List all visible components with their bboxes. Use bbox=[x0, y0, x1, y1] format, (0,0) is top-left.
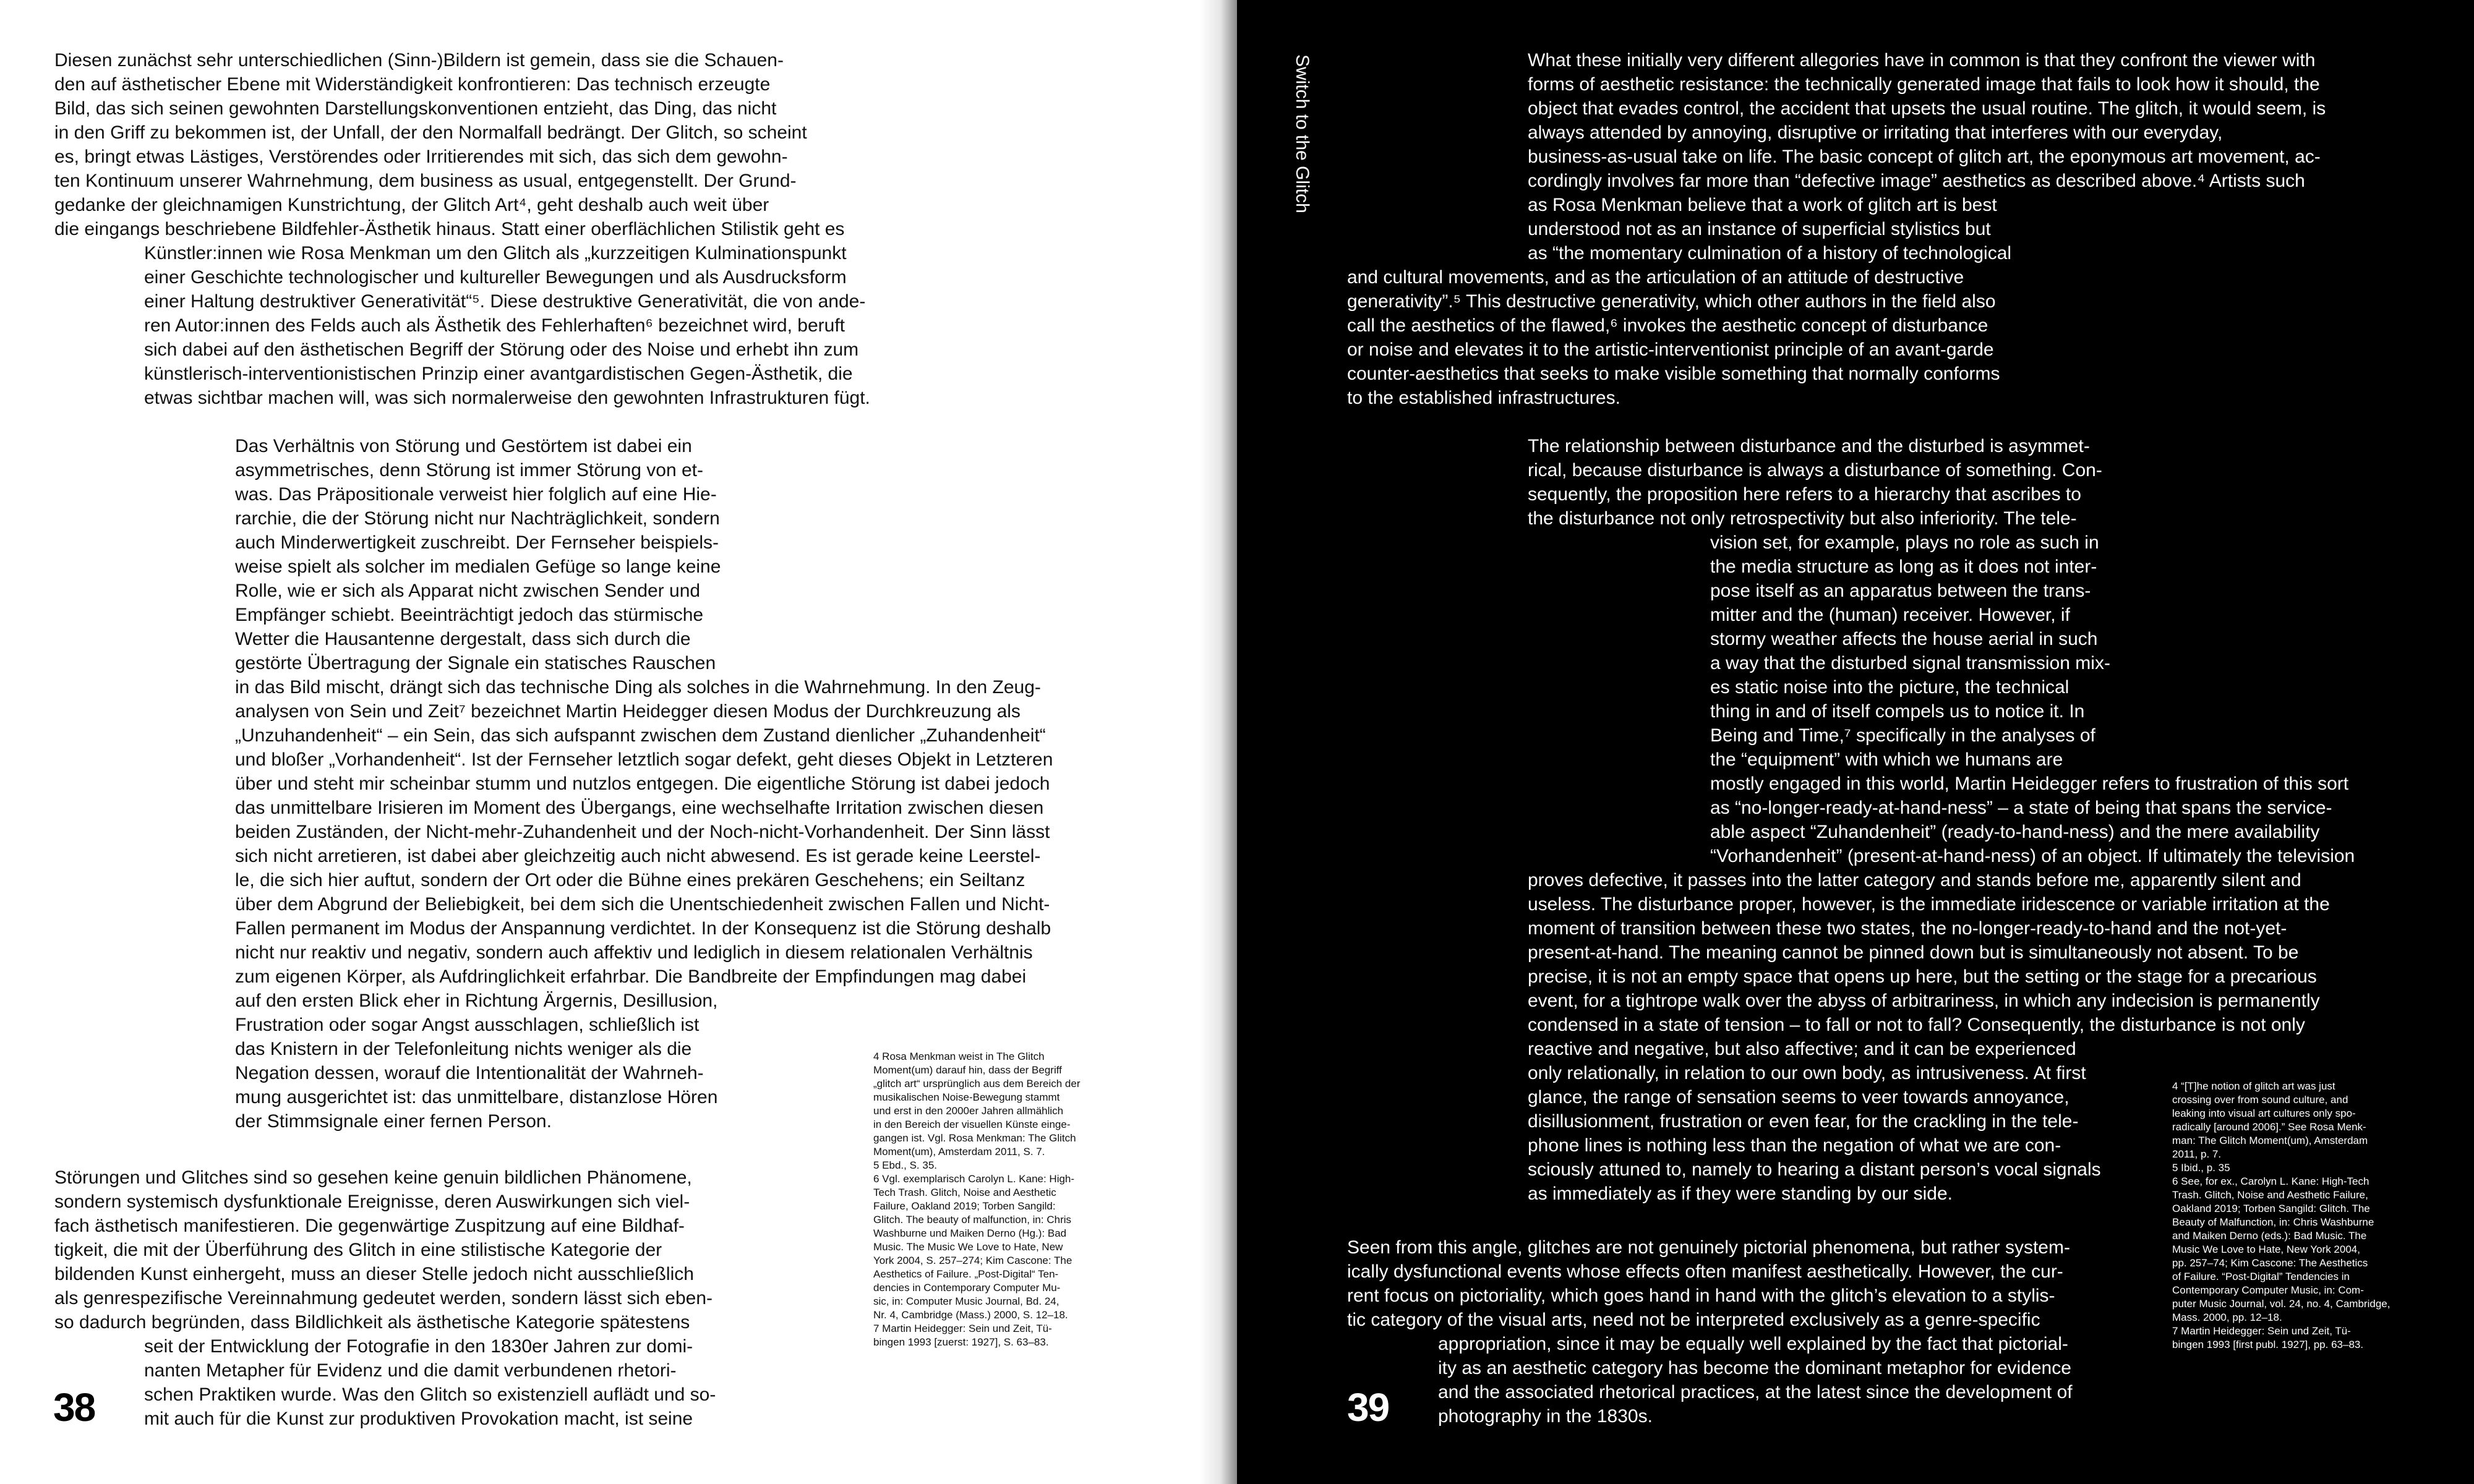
text-line: der Stimmsignale einer fernen Person. bbox=[235, 1111, 552, 1132]
text-line: 5 Ibid., p. 35 bbox=[2172, 1162, 2230, 1174]
text-line: Music. The Music We Love to Hate, New bbox=[873, 1241, 1063, 1253]
text-line: Störungen und Glitches sind so gesehen keine genuin bildlichen Phänomene, bbox=[54, 1167, 692, 1188]
text-line: „glitch art“ ursprünglich aus dem Bereich der bbox=[873, 1078, 1081, 1090]
text-line: stormy weather affects the house aerial in such bbox=[1710, 629, 2098, 649]
right-paragraph-3-indented bbox=[1438, 1332, 2148, 1428]
text-line: business-as-usual take on life. The basic concept of glitch art, the eponymous art movement, ac- bbox=[1528, 147, 2321, 167]
text-line: dencies in Contemporary Computer Mu- bbox=[873, 1282, 1061, 1294]
text-line: vision set, for example, plays no role as such in bbox=[1710, 532, 2099, 553]
text-line: fach ästhetisch manifestieren. Die gegenwärtige Zuspitzung auf eine Bildhaf- bbox=[54, 1216, 685, 1236]
text-line: counter-aesthetics that seeks to make visible something that normally conforms bbox=[1347, 364, 2000, 384]
text-line: Moment(um), Amsterdam 2011, S. 7. bbox=[873, 1146, 1045, 1158]
text-line: 6 See, for ex., Carolyn L. Kane: High-Tech bbox=[2172, 1175, 2369, 1187]
text-line: event, for a tightrope walk over the abyss of arbitrariness, in which any indecision is permanently bbox=[1528, 991, 2320, 1011]
text-line: die eingangs beschriebene Bildfehler-Ästhetik hinaus. Statt einer oberflächlichen Stilistik geht es bbox=[54, 219, 845, 239]
text-line: rical, because disturbance is always a disturbance of something. Con- bbox=[1528, 460, 2102, 480]
text-line: rarchie, die der Störung nicht nur Nachträglichkeit, sondern bbox=[235, 508, 720, 529]
text-line: Fallen permanent im Modus der Anspannung verdichtet. In der Konsequenz ist die Störung deshalb bbox=[235, 918, 1051, 939]
text-line: thing in and of itself compels us to notice it. In bbox=[1710, 701, 2085, 722]
text-line: tic category of the visual arts, need not be interpreted exclusively as a genre-specific bbox=[1347, 1310, 2040, 1330]
text-line: to the established infrastructures. bbox=[1347, 388, 1620, 408]
text-line: tigkeit, die mit der Überführung des Glitch in eine stilistische Kategorie der bbox=[54, 1240, 662, 1260]
text-line: ren Autor:innen des Felds auch als Ästhetik des Fehlerhaften⁶ bezeichnet wird, beruft bbox=[144, 315, 845, 336]
text-line: Washburne und Maiken Derno (Hg.): Bad bbox=[873, 1227, 1067, 1239]
text-line: ity as an aesthetic category has become the dominant metaphor for evidence bbox=[1438, 1358, 2071, 1378]
text-line: useless. The disturbance proper, however, is the immediate iridescence or variable irritation at the bbox=[1528, 894, 2330, 915]
text-line: Glitch. The beauty of malfunction, in: Chris bbox=[873, 1214, 1072, 1226]
text-line: Oakland 2019; Torben Sangild: Glitch. The bbox=[2172, 1203, 2370, 1214]
text-line: Mass. 2000, pp. 12–18. bbox=[2172, 1311, 2282, 1323]
text-line: gedanke der gleichnamigen Kunstrichtung, der Glitch Art⁴, geht deshalb auch weit über bbox=[54, 195, 769, 215]
text-line: so dadurch begründen, dass Bildlichkeit als ästhetische Kategorie spätestens bbox=[54, 1312, 690, 1333]
text-line: „Unzuhandenheit“ – ein Sein, das sich aufspannt zwischen dem Zustand dienlicher „Zuhandenheit“ bbox=[235, 725, 1046, 746]
left-paragraph-2-end bbox=[235, 1013, 764, 1133]
text-line: Trash. Glitch, Noise and Aesthetic Failure, bbox=[2172, 1189, 2368, 1201]
text-line: The relationship between disturbance and the disturbed is asymmet- bbox=[1528, 436, 2090, 456]
left-paragraph-1-indented bbox=[144, 241, 952, 410]
text-line: bingen 1993 [first publ. 1927], pp. 63–83. bbox=[2172, 1339, 2364, 1350]
text-line: 2011, p. 7. bbox=[2172, 1148, 2222, 1160]
text-line: call the aesthetics of the flawed,⁶ invokes the aesthetic concept of disturbance bbox=[1347, 315, 1988, 336]
text-line: musikalischen Noise-Bewegung stammt bbox=[873, 1091, 1060, 1103]
text-line: was. Das Präpositionale verweist hier folglich auf eine Hie- bbox=[235, 484, 717, 505]
text-line: the “equipment” with which we humans are bbox=[1710, 749, 2063, 770]
text-line: Frustration oder sogar Angst ausschlagen, schließlich ist bbox=[235, 1015, 700, 1035]
left-page bbox=[0, 0, 1232, 1484]
text-line: as Rosa Menkman believe that a work of glitch art is best bbox=[1528, 195, 1997, 215]
text-line: den auf ästhetischer Ebene mit Widerständigkeit konfrontieren: Das technisch erzeugte bbox=[54, 74, 771, 95]
text-line: 7 Martin Heidegger: Sein und Zeit, Tü- bbox=[2172, 1325, 2351, 1337]
text-line: photography in the 1830s. bbox=[1438, 1406, 1653, 1426]
text-line: glance, the range of sensation seems to veer towards annoyance, bbox=[1528, 1087, 2070, 1107]
text-line: 5 Ebd., S. 35. bbox=[873, 1159, 938, 1171]
text-line: Tech Trash. Glitch, Noise and Aesthetic bbox=[873, 1187, 1056, 1198]
text-line: Das Verhältnis von Störung und Gestörtem ist dabei ein bbox=[235, 436, 692, 456]
left-paragraph-1 bbox=[54, 48, 854, 241]
text-line: zum eigenen Körper, als Aufdringlichkeit erfahrbar. Die Bandbreite der Empfindungen mag dabei bbox=[235, 966, 1027, 987]
running-head-text: Switch to the Glitch bbox=[1292, 54, 1312, 213]
text-line: appropriation, since it may be equally well explained by the fact that pictorial- bbox=[1438, 1334, 2068, 1354]
text-line: als genrespezifische Vereinnahmung gedeutet werden, sondern lässt sich eben- bbox=[54, 1288, 713, 1308]
text-line: und erst in den 2000er Jahren allmählich bbox=[873, 1105, 1064, 1117]
text-line: disillusionment, frustration or even fear, for the crackling in the tele- bbox=[1528, 1111, 2079, 1132]
text-line: analysen von Sein und Zeit⁷ bezeichnet Martin Heidegger diesen Modus der Durchkreuzung als bbox=[235, 701, 1021, 722]
text-line: in den Bereich der visuellen Künste einge- bbox=[873, 1119, 1071, 1130]
text-line: always attended by annoying, disruptive or irritating that interferes with our everyday, bbox=[1528, 122, 2223, 143]
text-line: moment of transition between these two states, the no-longer-ready-to-hand and the not-yet- bbox=[1528, 918, 2287, 939]
text-line: 4 “[T]he notion of glitch art was just bbox=[2172, 1080, 2335, 1092]
text-line: generativity”.⁵ This destructive generativity, which other authors in the field also bbox=[1347, 291, 1996, 312]
text-line: ically dysfunctional events whose effects often manifest aesthetically. However, the cur- bbox=[1347, 1261, 2063, 1282]
left-paragraph-2-wide bbox=[235, 675, 1132, 1013]
text-line: Bild, das sich seinen gewohnten Darstellungskonventionen entzieht, das Ding, das nicht bbox=[54, 98, 777, 119]
text-line: radically [around 2006].” See Rosa Menk- bbox=[2172, 1121, 2366, 1133]
text-line: Diesen zunächst sehr unterschiedlichen (Sinn-)Bildern ist gemein, dass sie die Schauen- bbox=[54, 50, 784, 70]
text-line: seit der Entwicklung der Fotografie in den 1830er Jahren zur domi- bbox=[144, 1336, 693, 1357]
text-line: sciously attuned to, namely to hearing a distant person’s vocal signals bbox=[1528, 1159, 2101, 1180]
text-line: gestörte Übertragung der Signale ein statisches Rauschen bbox=[235, 653, 716, 673]
text-line: einer Geschichte technologischer und kultureller Bewegungen und als Ausdrucksform bbox=[144, 267, 847, 288]
left-page-number: 38 bbox=[53, 1385, 95, 1430]
text-line: 7 Martin Heidegger: Sein und Zeit, Tü- bbox=[873, 1323, 1052, 1334]
text-line: sich nicht arretieren, ist dabei aber gleichzeitig auch nicht abwesend. Es ist gerade keine Leerstel- bbox=[235, 846, 1041, 866]
text-line: in das Bild mischt, drängt sich das technische Ding als solches in die Wahrnehmung. In den Zeug- bbox=[235, 677, 1041, 697]
text-line: und bloßer „Vorhandenheit“. Ist der Fernseher letztlich sogar defekt, geht dieses Objekt in Letzteren bbox=[235, 749, 1053, 770]
text-line: pose itself as an apparatus between the trans- bbox=[1710, 581, 2091, 601]
right-paragraph-1-outdented bbox=[1347, 265, 2053, 410]
text-line: es, bringt etwas Lästiges, Verstörendes oder Irritierendes mit sich, das sich dem gewohn- bbox=[54, 147, 788, 167]
text-line: the media structure as long as it does not inter- bbox=[1710, 556, 2097, 577]
text-line: sic, in: Computer Music Journal, Bd. 24, bbox=[873, 1295, 1059, 1307]
text-line: and Maiken Derno (eds.): Bad Music. The bbox=[2172, 1230, 2367, 1242]
left-paragraph-2-narrow bbox=[235, 434, 764, 675]
text-line: reactive and negative, but also affective; and it can be experienced bbox=[1528, 1039, 2076, 1059]
text-line: phone lines is nothing less than the negation of what we are con- bbox=[1528, 1135, 2061, 1156]
text-line: Failure, Oakland 2019; Torben Sangild: bbox=[873, 1200, 1056, 1212]
left-paragraph-3-indented bbox=[144, 1334, 766, 1431]
text-line: sich dabei auf den ästhetischen Begriff der Störung oder des Noise und erhebt ihn zum bbox=[144, 339, 859, 360]
text-line: “Vorhandenheit” (present-at-hand-ness) of an object. If ultimately the television bbox=[1710, 846, 2355, 866]
text-line: nanten Metapher für Evidenz und die damit verbundenen rhetori- bbox=[144, 1360, 677, 1381]
text-line: nicht nur reaktiv und negativ, sondern auch affektiv und lediglich in diesem relationalen Verhältnis bbox=[235, 942, 1033, 963]
text-line: in den Griff zu bekommen ist, der Unfall, der den Normalfall bedrängt. Der Glitch, so scheint bbox=[54, 122, 807, 143]
text-line: einer Haltung destruktiver Generativität“⁵. Diese destruktive Generativität, die von ande- bbox=[144, 291, 866, 312]
text-line: Beauty of Malfunction, in: Chris Washburne bbox=[2172, 1216, 2374, 1228]
text-line: man: The Glitch Moment(um), Amsterdam bbox=[2172, 1135, 2368, 1146]
text-line: a way that the disturbed signal transmission mix- bbox=[1710, 653, 2110, 673]
text-line: the disturbance not only retrospectivity but also inferiority. The tele- bbox=[1528, 508, 2077, 529]
text-line: Künstler:innen wie Rosa Menkman um den Glitch als „kurzzeitigen Kulminationspunkt bbox=[144, 243, 847, 263]
text-line: Empfänger schiebt. Beeinträchtigt jedoch das stürmische bbox=[235, 605, 704, 625]
text-line: sondern systemisch dysfunktionale Ereignisse, deren Auswirkungen sich viel- bbox=[54, 1192, 690, 1212]
text-line: le, die sich hier auftut, sondern der Ort oder die Bühne eines prekären Geschehens; ein Seiltanz bbox=[235, 870, 1025, 890]
text-line: object that evades control, the accident that upsets the usual routine. The glitch, it would seem, is bbox=[1528, 98, 2326, 119]
text-line: and the associated rhetorical practices, at the latest since the development of bbox=[1438, 1382, 2073, 1402]
text-line: Music We Love to Hate, New York 2004, bbox=[2172, 1243, 2360, 1255]
text-line: Nr. 4, Cambridge (Mass.) 2000, S. 12–18. bbox=[873, 1309, 1068, 1321]
text-line: mitter and the (human) receiver. However, if bbox=[1710, 605, 2070, 625]
text-line: Seen from this angle, glitches are not genuinely pictorial phenomena, but rather system- bbox=[1347, 1237, 2070, 1258]
right-page bbox=[1237, 0, 2474, 1484]
right-paragraph-2 bbox=[1528, 434, 2154, 531]
text-line: as “no-longer-ready-at-hand-ness” – a state of being that spans the service- bbox=[1710, 798, 2332, 818]
text-line: bingen 1993 [zuerst: 1927], S. 63–83. bbox=[873, 1336, 1049, 1348]
text-line: of Failure. “Post-Digital” Tendencies in bbox=[2172, 1271, 2350, 1282]
text-line: 6 Vgl. exemplarisch Carolyn L. Kane: High- bbox=[873, 1173, 1075, 1185]
text-line: as immediately as if they were standing by our side. bbox=[1528, 1183, 1953, 1204]
text-line: 4 Rosa Menkman weist in The Glitch bbox=[873, 1051, 1045, 1062]
right-page-number: 39 bbox=[1347, 1385, 1389, 1430]
text-line: Wetter die Hausantenne dergestalt, dass sich durch die bbox=[235, 629, 691, 649]
right-footnotes bbox=[2172, 1080, 2390, 1352]
text-line: bildenden Kunst einhergeht, muss an dieser Stelle jedoch nicht ausschließlich bbox=[54, 1264, 694, 1284]
text-line: precise, it is not an empty space that opens up here, but the setting or the stage for a precarious bbox=[1528, 966, 2317, 987]
text-line: Being and Time,⁷ specifically in the analyses of bbox=[1710, 725, 2095, 746]
text-line: able aspect “Zuhandenheit” (ready-to-hand-ness) and the mere availability bbox=[1710, 822, 2320, 842]
text-line: gangen ist. Vgl. Rosa Menkman: The Glitch bbox=[873, 1132, 1076, 1144]
text-line: das unmittelbare Irisieren im Moment des Übergangs, eine wechselhafte Irritation zwischen diesen bbox=[235, 798, 1044, 818]
left-footnotes bbox=[873, 1050, 1080, 1349]
text-line: mung ausgerichtet ist: das unmittelbare, distanzlose Hören bbox=[235, 1087, 718, 1107]
right-paragraph-2-indented bbox=[1710, 531, 2420, 868]
text-line: auf den ersten Blick eher in Richtung Ärgernis, Desillusion, bbox=[235, 991, 718, 1011]
text-line: condensed in a state of tension – to fall or not to fall? Consequently, the disturbance is not only bbox=[1528, 1015, 2305, 1035]
text-line: asymmetrisches, denn Störung ist immer Störung von et- bbox=[235, 460, 703, 480]
text-line: beiden Zuständen, der Nicht-mehr-Zuhandenheit und der Noch-nicht-Vorhandenheit. Der Sinn lässt bbox=[235, 822, 1050, 842]
text-line: crossing over from sound culture, and bbox=[2172, 1094, 2348, 1106]
text-line: es static noise into the picture, the technical bbox=[1710, 677, 2070, 697]
text-line: das Knistern in der Telefonleitung nichts weniger als die bbox=[235, 1039, 692, 1059]
text-line: weise spielt als solcher im medialen Gefüge so lange keine bbox=[235, 556, 721, 577]
text-line: Negation dessen, worauf die Intentionalität der Wahrneh- bbox=[235, 1063, 704, 1083]
text-line: über und steht mir scheinbar stumm und nutzlos entgegen. Die eigentliche Störung ist dabei jedoch bbox=[235, 774, 1050, 794]
text-line: sequently, the proposition here refers to a hierarchy that ascribes to bbox=[1528, 484, 2081, 505]
text-line: as “the momentary culmination of a history of technological bbox=[1528, 243, 2012, 263]
text-line: and cultural movements, and as the articulation of an attitude of destructive bbox=[1347, 267, 1964, 288]
text-line: Contemporary Computer Music, in: Com- bbox=[2172, 1284, 2364, 1296]
text-line: or noise and elevates it to the artistic-interventionist principle of an avant-garde bbox=[1347, 339, 1994, 360]
text-line: ten Kontinuum unserer Wahrnehmung, dem business as usual, entgegenstellt. Der Grund- bbox=[54, 171, 797, 191]
text-line: rent focus on pictoriality, which goes hand in hand with the glitch’s elevation to a stylis- bbox=[1347, 1286, 2055, 1306]
text-line: present-at-hand. The meaning cannot be pinned down but is simultaneously not absent. To be bbox=[1528, 942, 2299, 963]
text-line: forms of aesthetic resistance: the technically generated image that fails to look how it should, the bbox=[1528, 74, 2320, 95]
text-line: etwas sichtbar machen will, was sich normalerweise den gewohnten Infrastrukturen fügt. bbox=[144, 388, 870, 408]
text-line: Moment(um) darauf hin, dass der Begriff bbox=[873, 1064, 1062, 1076]
text-line: puter Music Journal, vol. 24, no. 4, Cambridge, bbox=[2172, 1298, 2391, 1310]
text-line: auch Minderwertigkeit zuschreibt. Der Fernseher beispiels- bbox=[235, 532, 719, 553]
text-line: mit auch für die Kunst zur produktiven Provokation macht, ist seine bbox=[144, 1409, 693, 1429]
text-line: Aesthetics of Failure. „Post-Digital“ Ten- bbox=[873, 1268, 1059, 1280]
right-paragraph-3 bbox=[1347, 1235, 2151, 1332]
text-line: über dem Abgrund der Beliebigkeit, bei dem sich die Unentschiedenheit zwischen Fallen und Nicht- bbox=[235, 894, 1050, 915]
text-line: cordingly involves far more than “defective image” aesthetics as described above.⁴ Artists such bbox=[1528, 171, 2305, 191]
text-line: proves defective, it passes into the latter category and stands before me, apparently silent and bbox=[1528, 870, 2301, 890]
text-line: understood not as an instance of superficial stylistics but bbox=[1528, 219, 1991, 239]
right-paragraph-1 bbox=[1528, 48, 2421, 265]
text-line: Rolle, wie er sich als Apparat nicht zwischen Sender und bbox=[235, 581, 701, 601]
text-line: York 2004, S. 257–274; Kim Cascone: The bbox=[873, 1255, 1072, 1266]
book-gutter-shadow bbox=[1200, 0, 1237, 1484]
left-paragraph-3 bbox=[54, 1166, 766, 1334]
text-line: only relationally, in relation to our own body, as intrusiveness. At first bbox=[1528, 1063, 2086, 1083]
text-line: mostly engaged in this world, Martin Heidegger refers to frustration of this sort bbox=[1710, 774, 2349, 794]
text-line: pp. 257–74; Kim Cascone: The Aesthetics bbox=[2172, 1257, 2368, 1269]
running-head bbox=[1293, 54, 1317, 302]
text-line: leaking into visual art cultures only spo- bbox=[2172, 1107, 2356, 1119]
text-line: What these initially very different allegories have in common is that they confront the viewer with bbox=[1528, 50, 2316, 70]
text-line: künstlerisch-interventionistischen Prinzip einer avantgardistischen Gegen-Ästhetik, die bbox=[144, 364, 853, 384]
text-line: schen Praktiken wurde. Was den Glitch so existenziell auflädt und so- bbox=[144, 1384, 716, 1405]
